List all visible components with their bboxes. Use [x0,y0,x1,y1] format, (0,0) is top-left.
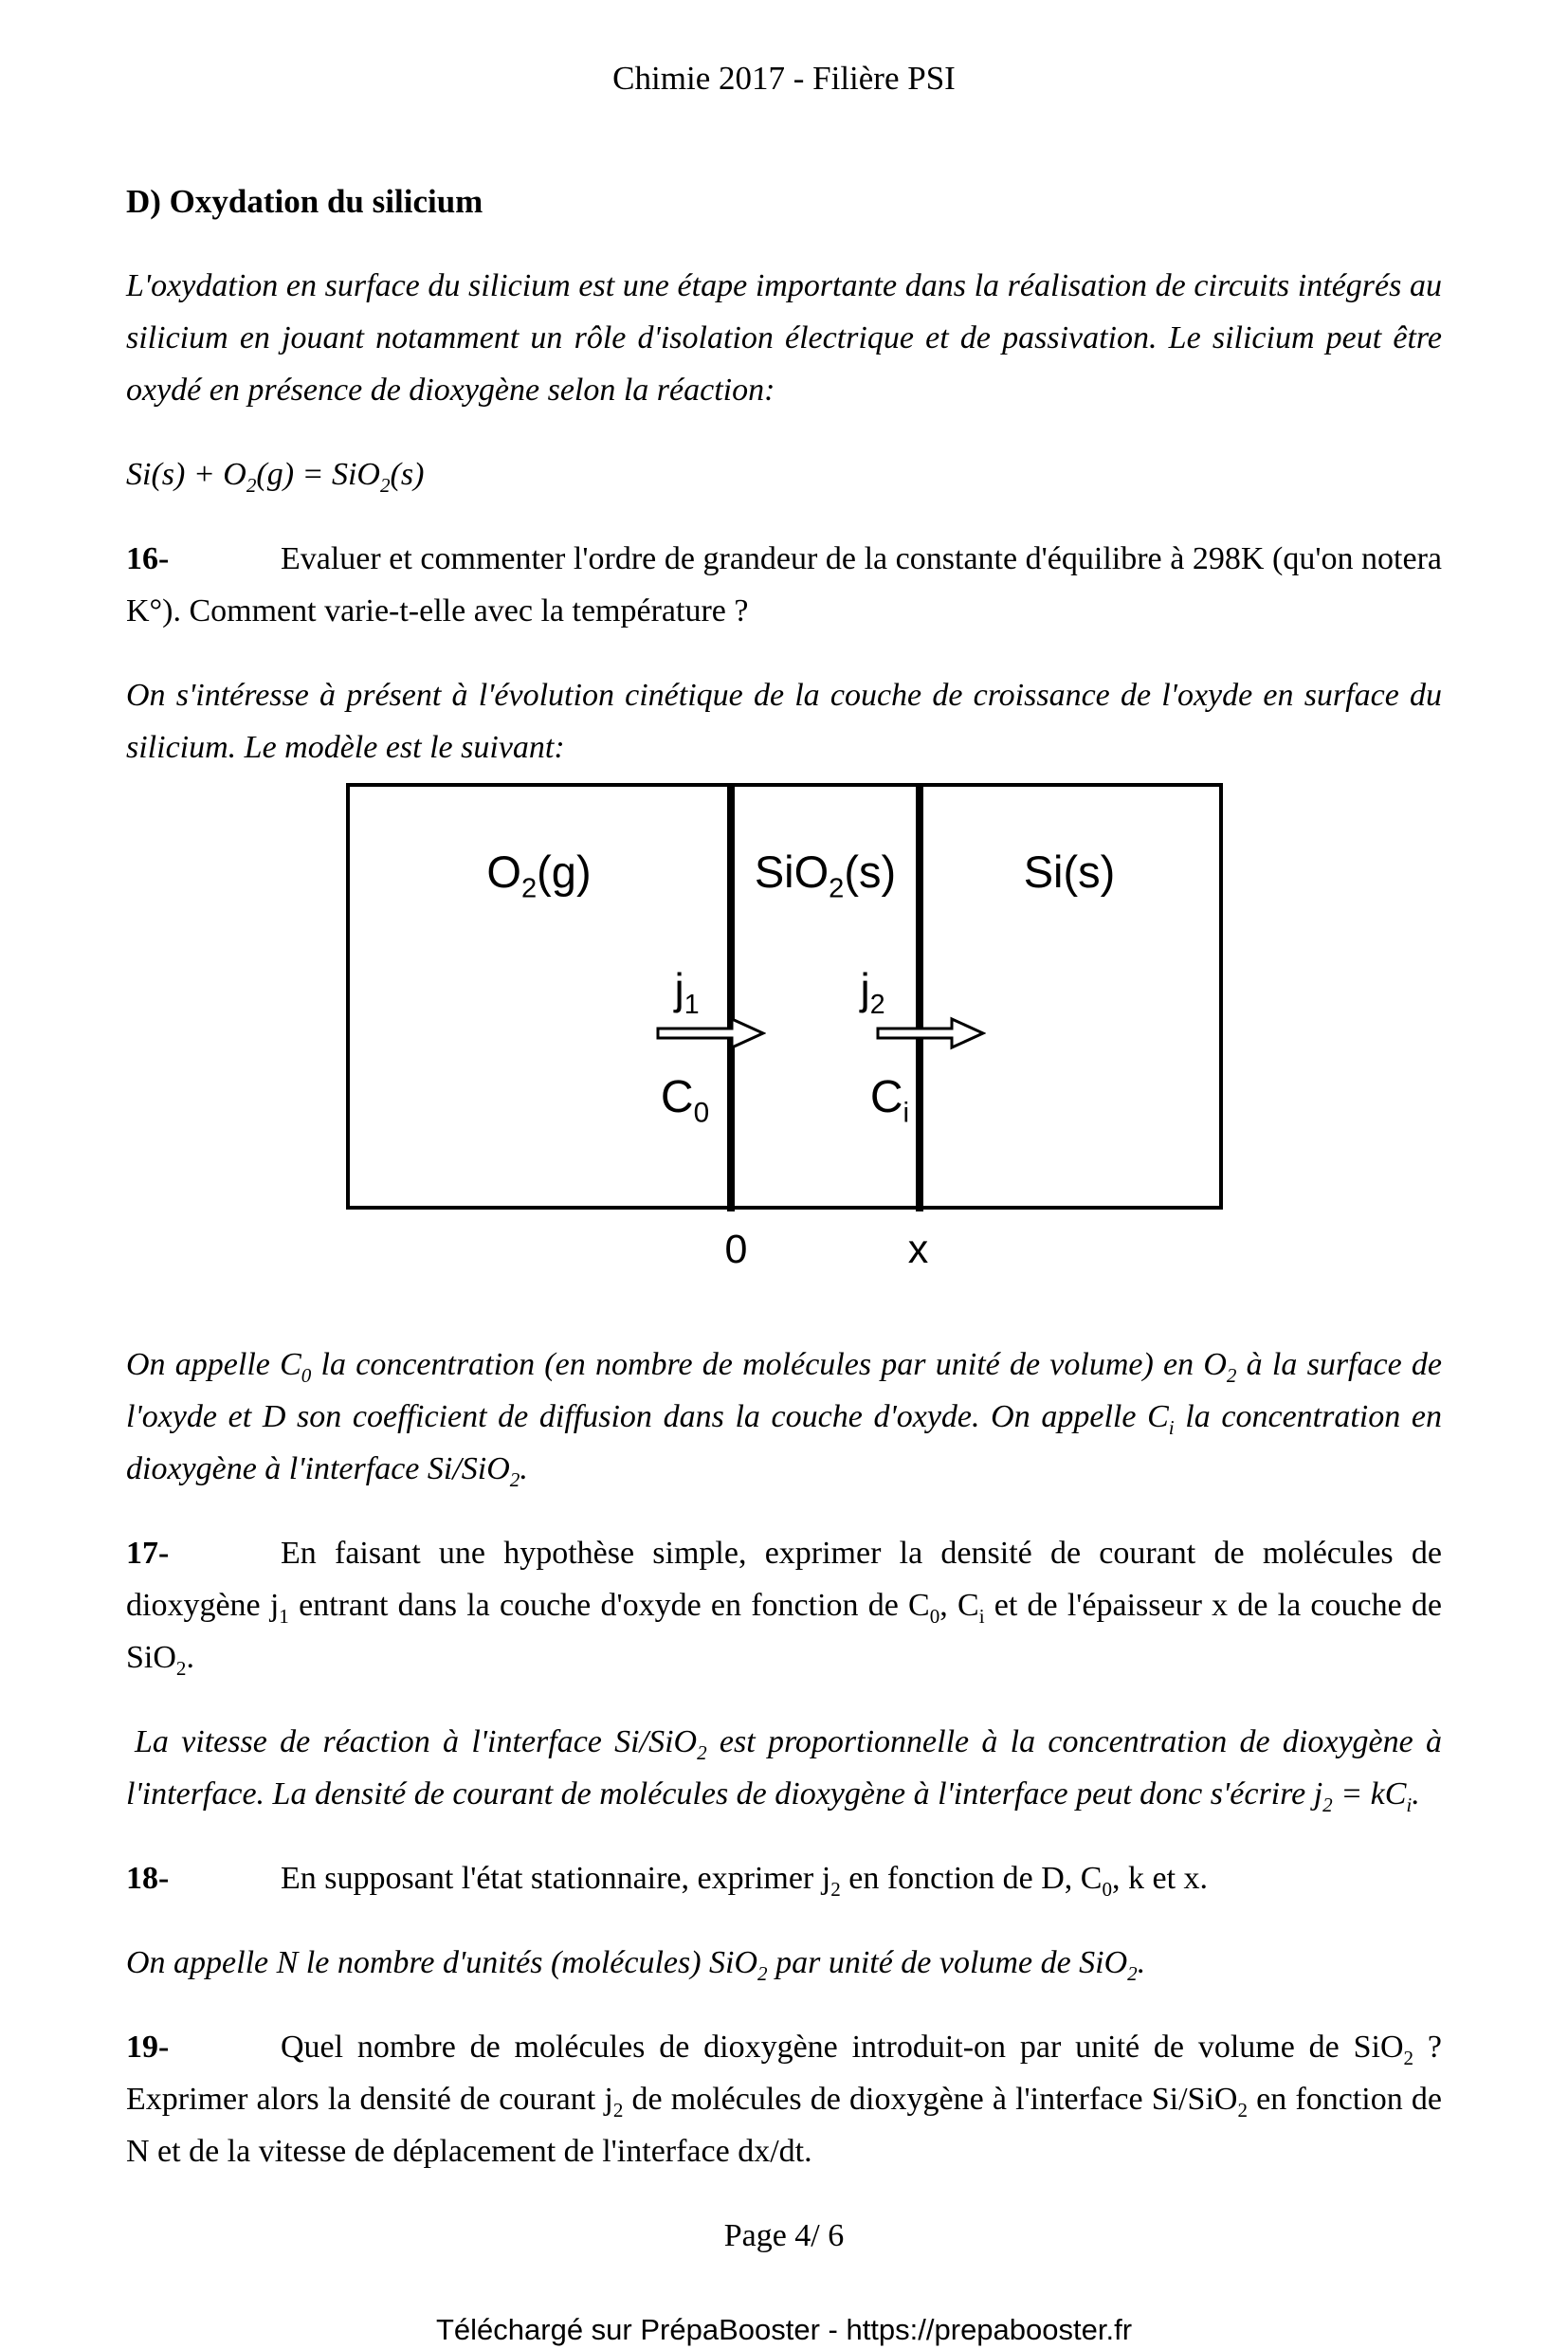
reaction-equation: $Si(s) + O_2(g) = SiO_2(s)$ [126,457,425,497]
question-17-number: 17- [126,1536,170,1571]
flux-arrow-j2-icon [876,1015,986,1051]
question-18-text: En supposant l'état stationnaire, exprimer $j_2$ en fonction de D, $C_0$, k et x. [281,1861,1209,1901]
flux-arrow-j1-icon [656,1015,766,1051]
region-label-o2-gas: $O_2(g)$ [486,847,592,904]
question-16-text: Evaluer et commenter l'ordre de grandeur de la constante d'équilibre à 298K (qu'on notera K°). Comment varie-t-elle avec la température ? [126,541,1442,628]
question-19-number: 19- [126,2030,170,2065]
kinetics-intro-paragraph: On s'intéresse à présent à l'évolution cinétique de la couche de croissance de l'oxyde en surface du silicium. Le modèle est le suivant: [126,678,1442,765]
section-heading: D) Oxydation du silicium [126,183,483,220]
download-footer: Téléchargé sur PrépaBooster - https://prepabooster.fr [435,2313,1133,2346]
axis-label-x: x [907,1227,929,1272]
interface-line-oxide-silicon [916,787,923,1211]
interface-line-gas-oxide [727,787,735,1211]
n-definition-paragraph: On appelle N le nombre d'unités (molécules) SiO$_2$ par unité de volume de SiO$_2$. [126,1945,1146,1985]
oxidation-layer-diagram [346,783,1223,1282]
question-17-text: En faisant une hypothèse simple, exprimer la densité de courant de molécules de dioxygène $j_1$ entrant dans la couche d'oxyde en fonction de $C_0$, $C_i$ et de l'épaisseur x de la couche de SiO$_2$. [126,1536,1442,1680]
region-label-si-solid: Si(s) [1023,847,1116,897]
reaction-speed-paragraph: La vitesse de réaction à l'interface Si/SiO$_2$ est proportionnelle à la concentration de dioxygène à l'interface. La densité de courant de molécules de dioxygène à l'interface peut donc s'écrire $j_2 = kC_i$. [126,1724,1442,1816]
question-16-number: 16- [126,541,170,576]
diagram-axis [346,1223,1223,1282]
intro-paragraph: L'oxydation en surface du silicium est une étape importante dans la réalisation de circuits intégrés au silicium en jouant notamment un rôle d'isolation électrique et de passivation. Le silicium peut être oxydé en présence de dioxygène selon la réaction: [126,268,1442,408]
page-number: Page 4/ 6 [723,2218,845,2253]
question-19 [126,2021,1442,2177]
concentration-label-ci: $C_i$ [869,1072,910,1129]
question-17 [126,1527,1442,1684]
region-label-sio2-solid: SiO$_2$(s) [754,847,897,904]
flux-label-j2: $j_2$ [860,964,885,1021]
question-18-number: 18- [126,1861,170,1896]
axis-label-origin: 0 [724,1227,748,1272]
question-16 [126,533,1442,637]
diagram-box [346,783,1223,1210]
flux-label-j1: $j_1$ [674,964,700,1021]
question-18 [126,1852,1442,1904]
concentration-label-c0: $C_0$ [660,1072,710,1129]
c0-definition-paragraph: On appelle $C_0$ la concentration (en nombre de molécules par unité de volume) en $O_2$ à la surface de l'oxyde et D son coefficient de diffusion dans la couche d'oxyde. On appelle $C_i$ la concentration en dioxygène à l'interface Si/SiO$_2$. [126,1347,1443,1491]
question-19-text: Quel nombre de molécules de dioxygène introduit-on par unité de volume de SiO$_2$ ? Exprimer alors la densité de courant $j_2$ de molécules de dioxygène à l'interface Si/SiO$_2$ en fonction de N et de la vitesse de déplacement de l'interface dx/dt. [126,2030,1442,2169]
document-title: Chimie 2017 - Filière PSI [612,60,956,97]
